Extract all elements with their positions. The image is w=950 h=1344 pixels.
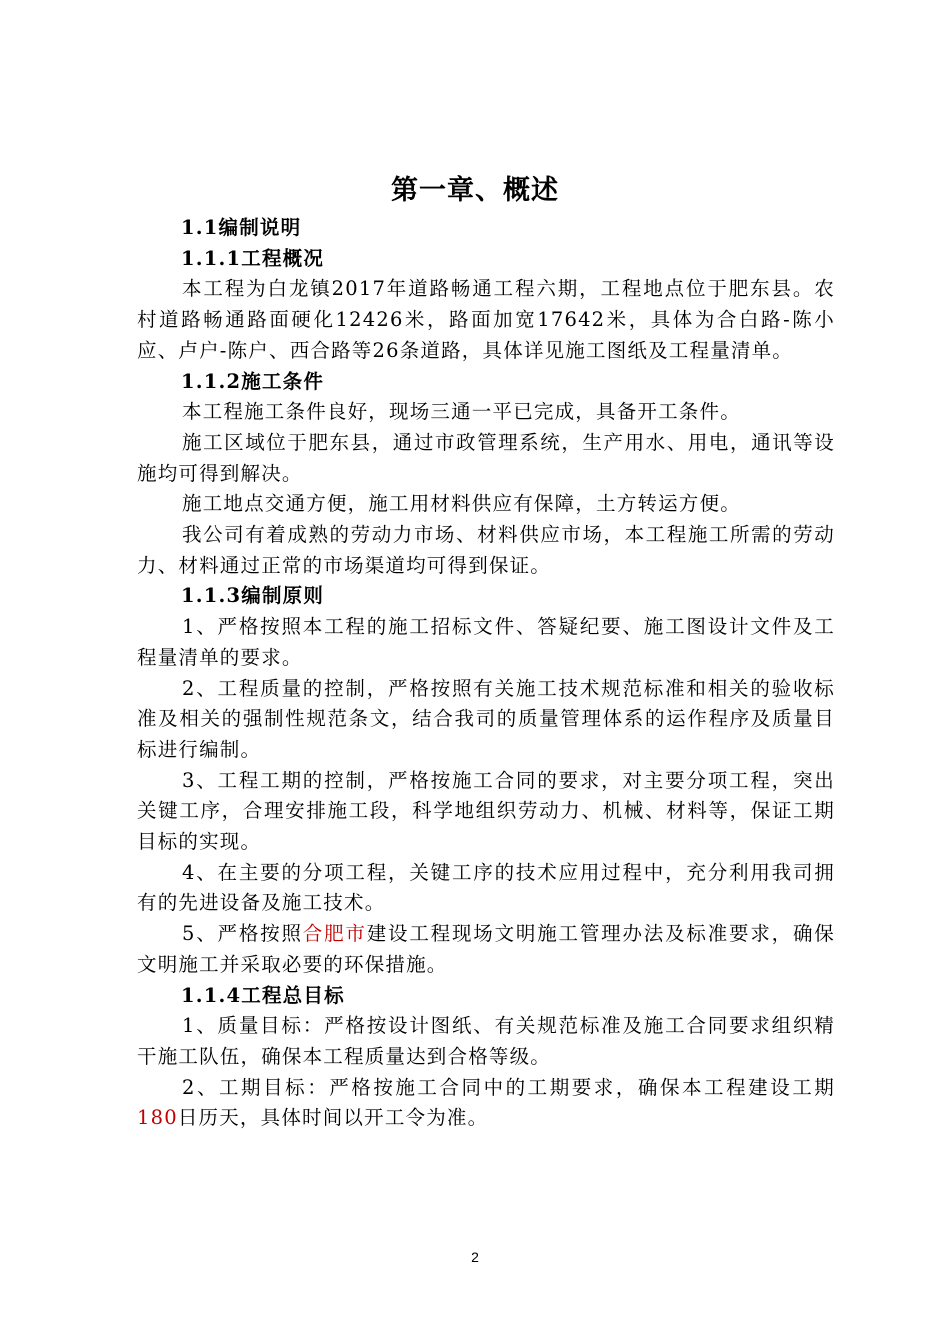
- paragraph-principle-1: 1、严格按照本工程的施工招标文件、答疑纪要、施工图设计文件及工程量清单的要求。: [137, 615, 835, 669]
- goal-2-rest: 日历天，具体时间以开工令为准。: [177, 1106, 489, 1130]
- paragraph-principle-2: 2、工程质量的控制，严格按照有关施工技术规范标准和相关的验收标准及相关的强制性规范条文，结合我司的质量管理体系的运作程序及质量目标进行编制。: [137, 676, 835, 761]
- section-heading-1-1-3: 1.1.3编制原则: [181, 584, 325, 608]
- document-body: [137, 213, 835, 1134]
- goal-2-lead: 2、工期目标：严格按施工合同中的工期要求，确保本工程建设工期: [182, 1075, 835, 1099]
- highlight-city: 合肥市: [302, 922, 367, 946]
- paragraph-principle-4: 4、在主要的分项工程，关键工序的技术应用过程中，充分利用我司拥有的先进设备及施工技术。: [137, 860, 835, 915]
- page-number: 2: [471, 1249, 479, 1265]
- paragraph-goal-1: 1、质量目标：严格按设计图纸、有关规范标准及施工合同要求组织精干施工队伍，确保本工程质量达到合格等级。: [137, 1014, 835, 1068]
- principle-5-lead: 5、严格按照: [182, 922, 303, 946]
- chapter-title: 第一章、概述: [391, 175, 559, 206]
- section-heading-1-1-4: 1.1.4工程总目标: [181, 983, 345, 1007]
- paragraph-conditions-4: 我公司有着成熟的劳动力市场、材料供应市场，本工程施工所需的劳动力、材料通过正常的市场渠道均可得到保证。: [137, 523, 835, 577]
- paragraph-principle-3: 3、工程工期的控制，严格按施工合同的要求，对主要分项工程，突出关键工序，合理安排施工段，科学地组织劳动力、机械、材料等，保证工期目标的实现。: [137, 768, 835, 854]
- section-heading-1-1-2: 1.1.2施工条件: [181, 369, 325, 393]
- section-heading-1-1: 1.1编制说明: [181, 216, 302, 239]
- paragraph-overview: 本工程为白龙镇2017年道路畅通工程六期，工程地点位于肥东县。农村道路畅通路面硬化12426米，路面加宽17642米，具体为合白路-陈小应、卢户-陈户、西合路等26条道路，具体详见施工图纸及工程量清单。: [137, 277, 835, 362]
- paragraph-conditions-1: 本工程施工条件良好，现场三通一平已完成，具备开工条件。: [182, 400, 741, 424]
- highlight-duration: 180: [137, 1106, 178, 1130]
- paragraph-conditions-3: 施工地点交通方便，施工用材料供应有保障，土方转运方便。: [182, 492, 741, 516]
- paragraph-conditions-2: 施工区域位于肥东县，通过市政管理系统，生产用水、用电，通讯等设施均可得到解决。: [137, 430, 835, 485]
- section-heading-1-1-1: 1.1.1工程概况: [181, 246, 325, 270]
- paragraph-principle-5: [137, 919, 835, 980]
- principle-5-rest: 建设工程现场文明施工管理办法及标准要求，确保文明施工并采取必要的环保措施。: [137, 922, 835, 976]
- paragraph-goal-2: [137, 1073, 835, 1134]
